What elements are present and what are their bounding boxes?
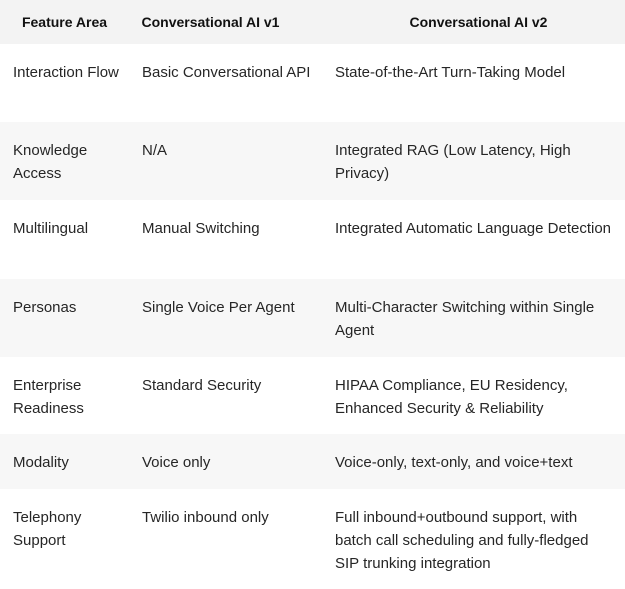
v1-cell: Standard Security [142,377,262,394]
column-header-v2: Conversational AI v2 [409,14,548,30]
feature-area-cell: Interaction Flow [13,64,119,81]
feature-area-cell: Telephony Support [13,509,82,549]
v2-cell: Voice-only, text-only, and voice+text [335,454,573,471]
table-row [0,279,625,357]
v2-cell: HIPAA Compliance, EU Residency, Enhanced Security & Reliability [335,377,568,417]
table-row [0,200,625,279]
v2-cell: Multi-Character Switching within Single Agent [335,299,595,339]
v1-cell: Basic Conversational API [142,64,311,81]
v1-cell: Manual Switching [142,220,260,237]
feature-area-cell: Knowledge Access [13,142,88,182]
v2-cell: State-of-the-Art Turn-Taking Model [335,64,566,81]
column-header-v1: Conversational AI v1 [141,14,280,30]
table-header-row [0,0,625,44]
table-row [0,489,625,589]
table-row [0,44,625,122]
table-row [0,357,625,434]
feature-area-cell: Enterprise Readiness [13,377,84,417]
feature-area-cell: Modality [13,454,69,471]
v2-cell: Integrated Automatic Language Detection [335,220,612,237]
v1-cell: Voice only [142,454,211,471]
v1-cell: Twilio inbound only [142,509,269,526]
table-row [0,434,625,489]
feature-area-cell: Multilingual [13,220,89,237]
column-header-feature-area: Feature Area [21,14,108,30]
v1-cell: Single Voice Per Agent [142,299,295,316]
v2-cell: Integrated RAG (Low Latency, High Privacy) [335,142,571,182]
feature-area-cell: Personas [13,299,77,316]
v2-cell: Full inbound+outbound support, with batch call scheduling and fully-fledged SIP trunking integration [335,509,589,572]
v1-cell: N/A [142,142,168,159]
table-row [0,122,625,200]
